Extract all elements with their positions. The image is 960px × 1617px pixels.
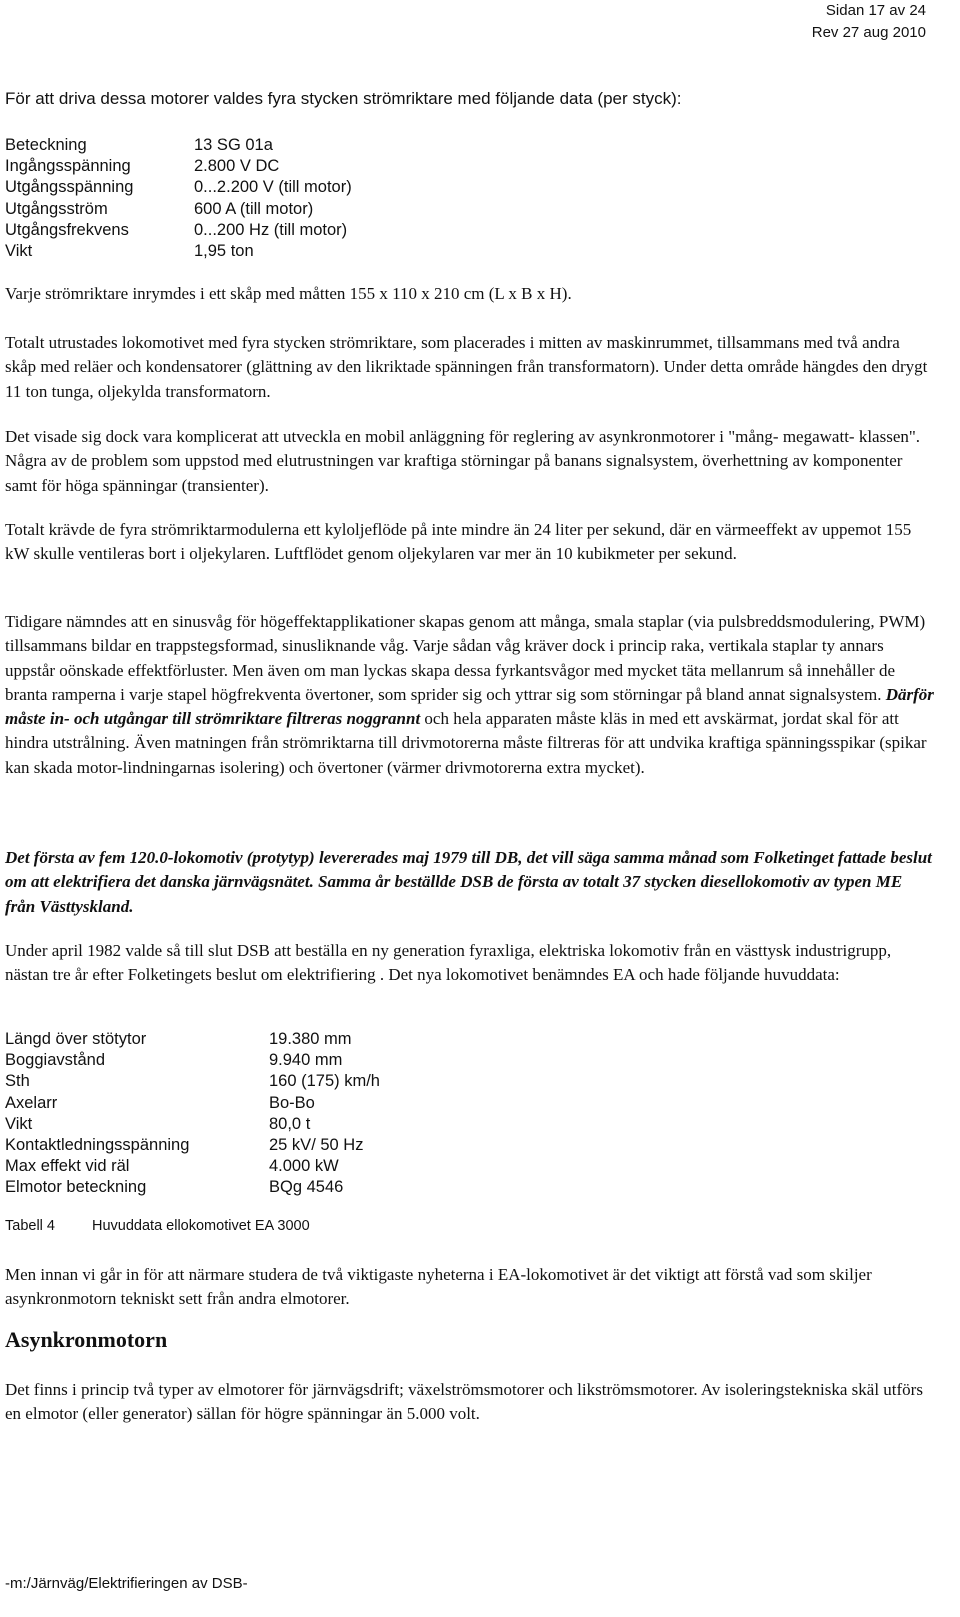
table-row xyxy=(5,1156,380,1177)
paragraph-transition: Men innan vi går in för att närmare studera de två viktigaste nyheterna i EA-lokomotivet är det viktigt att förstå vad som skiljer asynkronmotorn tekniskt sett från andra elmotorer. xyxy=(5,1265,872,1309)
cabinet-dimensions-paragraph: Varje strömriktare inrymdes i ett skåp med måtten 155 x 110 x 210 cm (L x B x H). xyxy=(5,284,572,303)
table-row xyxy=(5,1114,380,1135)
filtering-emphasis: Därför måste in- och utgångar till strömriktare filtreras noggrannt xyxy=(5,684,934,729)
spec-key: Beteckning xyxy=(5,136,87,154)
table-row xyxy=(5,1071,380,1092)
spec-key: Utgångsfrekvens xyxy=(5,220,129,239)
spec-key: Ingångsspänning xyxy=(5,157,131,176)
table-caption xyxy=(5,1218,310,1234)
page-number: Sidan 17 av 24 xyxy=(825,2,926,19)
spec-key: Axelarr xyxy=(5,1093,58,1112)
paragraph-problems: Det visade sig dock vara komplicerat att utveckla en mobil anläggning för reglering av asynkronmotorer i "mång- megawatt- klassen". Några av de problem som uppstod med elutrustningen var kraftiga störningar på banans signalsystem, överhettning av komponenter samt för höga spänningar (transienter). xyxy=(5,427,921,495)
spec-key: Max effekt vid räl xyxy=(5,1157,130,1176)
spec-value: 2.800 V DC xyxy=(194,157,280,176)
spec-key: Längd över stötytor xyxy=(5,1030,147,1048)
spec-key: Kontaktledningsspänning xyxy=(5,1136,190,1155)
page-header xyxy=(812,0,926,44)
ea-spec-table xyxy=(5,1029,380,1199)
spec-key: Elmotor beteckning xyxy=(5,1178,147,1197)
spec-value: 25 kV/ 50 Hz xyxy=(269,1136,364,1155)
table-row xyxy=(5,220,352,241)
table-row xyxy=(5,1093,380,1114)
spec-value: 1,95 ton xyxy=(194,242,254,261)
table-row xyxy=(5,199,352,220)
revision-date: Rev 27 aug 2010 xyxy=(811,24,926,41)
paragraph-first-locomotive: Det första av fem 120.0-lokomotiv (protytyp) levererades maj 1979 till DB, det vill säga samma månad som Folketinget fattade beslut om att elektrifiera det danska järnvägsnätet. Samma år beställde DSB de första av totalt 37 stycken diesellokomotiv av typen ME från Västtyskland. xyxy=(5,848,932,916)
page-footer: -m:/Järnväg/Elektrifieringen av DSB- xyxy=(5,1575,248,1592)
spec-key: Utgångsström xyxy=(5,199,108,218)
paragraph-cooling: Totalt krävde de fyra strömriktarmodulerna ett kyloljeflöde på inte mindre än 24 liter per sekund, där en värmeeffekt av uppemot 155 kW skulle ventileras bort i oljekylaren. Luftflödet genom oljekylaren var mer än 10 kubikmeter per sekund. xyxy=(5,520,912,564)
paragraph-equipment: Totalt utrustades lokomotivet med fyra stycken strömriktare, som placerades i mitten av maskinrummet, tillsammans med två andra skåp med reläer och kondensatorer (glättning av den likriktade spänningen från transformatorn). Under detta område hängdes den drygt 11 ton tunga, oljekylda transformatorn. xyxy=(5,333,928,401)
table-row xyxy=(5,1029,380,1050)
filtering-text-a: Tidigare nämndes att en sinusvåg för högeffektapplikationer skapas genom att många, smala staplar (via pulsbreddsmodulering, PWM) tillsammans bildar en trappstegsformad, sinusliknande våg. Varje sådan våg kräver dock i princip raka, vertikala staplar ty annars uppstår oönskade effektförluster. Men även om man lyckas skapa dessa fyrkantsvågor med mycket täta mellanrum så innehåller de branta ramperna i varje stapel högfrekventa övertoner, som sprider sig och yttrar sig som störningar på bland annat signalsystem. xyxy=(5,612,926,704)
spec-key: Boggiavstånd xyxy=(5,1051,105,1070)
table-row xyxy=(5,241,352,262)
spec-value: 0...2.200 V (till motor) xyxy=(194,178,352,197)
table-row xyxy=(5,156,352,177)
section-heading: Asynkronmotorn xyxy=(5,1327,168,1352)
spec-value: 19.380 mm xyxy=(269,1030,352,1048)
filtering-text-b: och hela apparaten måste kläs in med ett avskärmat, jordat skal för att hindra utstrålning. Även matningen från strömriktarna till drivmotorerna måste filtreras för att undvika kraftiga spänningsspikar (spikar kan skada motor-lindningarnas isolering) och övertoner (värmer drivmotorerna extra mycket). xyxy=(5,709,927,777)
spec-value: 13 SG 01a xyxy=(194,136,273,154)
spec-value: 4.000 kW xyxy=(269,1157,339,1176)
paragraph-motor-types: Det finns i princip två typer av elmotorer för järnvägsdrift; växelströmsmotorer och likströmsmotorer. Av isoleringstekniska skäl utförs en elmotor (eller generator) sällan för högre spänningar än 5.000 volt. xyxy=(5,1380,923,1424)
spec-value: 160 (175) km/h xyxy=(269,1072,380,1091)
spec-value: 0...200 Hz (till motor) xyxy=(194,220,348,239)
table-row xyxy=(5,135,352,156)
paragraph-ea-order: Under april 1982 valde så till slut DSB att beställa en ny generation fyraxliga, elektriska lokomotiv från en västtysk industrigrupp, nästan tre år efter Folketingets beslut om elektrifiering . Det nya lokomotivet benämndes EA och hade följande huvuddata: xyxy=(5,941,892,985)
spec-key: Sth xyxy=(5,1072,30,1091)
spec-key: Vikt xyxy=(5,1114,33,1133)
table-row xyxy=(5,1050,380,1071)
caption-text: Huvuddata ellokomotivet EA 3000 xyxy=(92,1218,310,1234)
spec-value: 80,0 t xyxy=(269,1114,311,1133)
spec-value: BQg 4546 xyxy=(269,1178,344,1197)
table-row xyxy=(5,177,352,198)
spec-value: Bo-Bo xyxy=(269,1093,315,1112)
spec-value: 9.940 mm xyxy=(269,1051,343,1070)
table-row xyxy=(5,1177,380,1198)
spec-value: 600 A (till motor) xyxy=(194,199,314,218)
intro-text: För att driva dessa motorer valdes fyra stycken strömriktare med följande data (per styck): xyxy=(5,89,682,108)
table-row xyxy=(5,1135,380,1156)
paragraph-filtering xyxy=(5,610,935,780)
caption-label: Tabell 4 xyxy=(5,1218,55,1234)
converter-spec-table xyxy=(5,135,352,262)
spec-key: Vikt xyxy=(5,242,33,261)
spec-key: Utgångsspänning xyxy=(5,178,134,197)
